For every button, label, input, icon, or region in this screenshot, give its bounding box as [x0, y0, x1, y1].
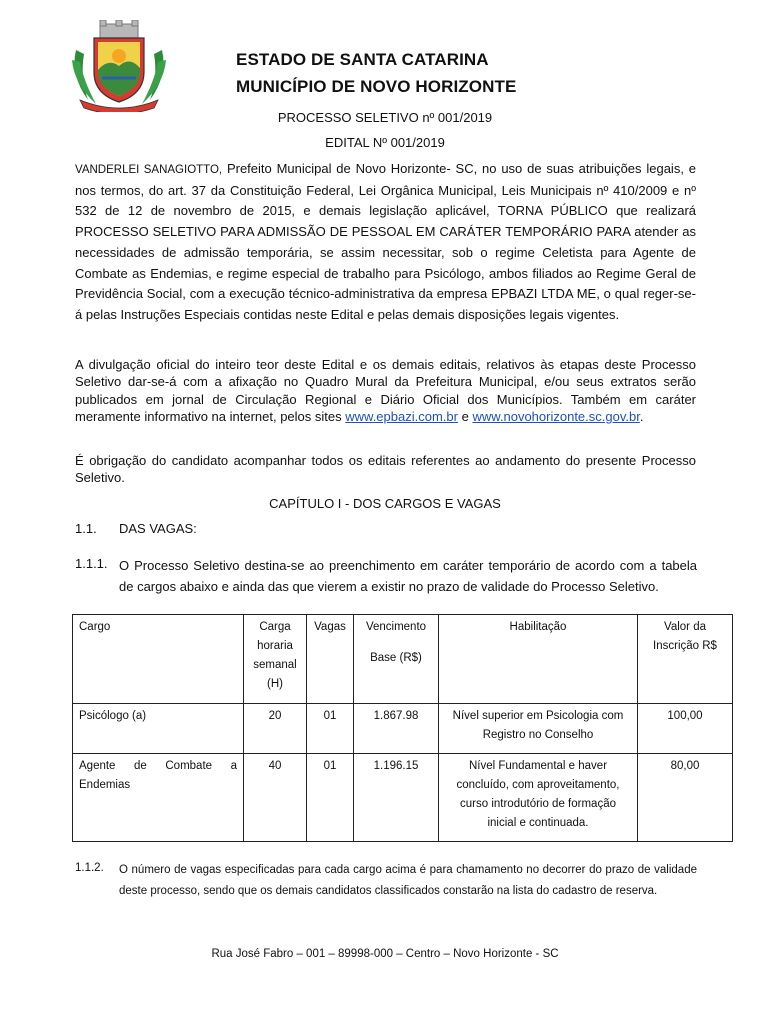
- municipal-coat-of-arms-icon: [66, 20, 172, 112]
- cell-valor: 100,00: [638, 704, 733, 754]
- divulgacao-text: A divulgação oficial do inteiro teor deste Edital e os demais editais, relativos às etapas deste Processo Seletivo dar-se-á com a afixação no Quadro Mural da Prefeitura Municipal, e/ou seus extratos serão publicados em jornal de Circulação Regional e Diário Oficial dos Municípios. Também em caráter meramente informativo na internet, pelos sites: [75, 357, 696, 424]
- subsection-number: 1.1.1.: [75, 556, 108, 571]
- intro-paragraph: [75, 159, 696, 326]
- cell-valor: 80,00: [638, 754, 733, 842]
- cell-vencimento: 1.867.98: [354, 704, 439, 754]
- header-vencimento: [354, 615, 439, 704]
- subsection-text-2: O número de vagas especificadas para cada cargo acima é para chamamento no decorrer do prazo de validade deste processo, sendo que os demais candidatos classificados constarão na lista do cadastro de reserva.: [119, 864, 697, 897]
- subsection-text: O Processo Seletivo destina-se ao preenchimento em caráter temporário de acordo com a tabela de cargos abaixo e ainda das que vierem a existir no prazo de validade do Processo Seletivo.: [119, 558, 697, 594]
- header-valor: Valor da Inscrição R$: [638, 615, 733, 704]
- header-carga: Carga horaria semanal (H): [244, 615, 307, 704]
- header-cargo: Cargo: [73, 615, 244, 704]
- chapter-heading: CAPÍTULO I - DOS CARGOS E VAGAS: [269, 496, 501, 511]
- table-row: [73, 704, 733, 754]
- intro-text: Prefeito Municipal de Novo Horizonte- SC, no uso de suas atribuições legais, e nos termos, do art. 37 da Constituição Federal, Lei Orgânica Municipal, Leis Municipais nº 410/2009 e nº 532 de 12 de novembro de 2015, e demais legislação aplicável, TORNA PÚBLICO que realizará PROCESSO SELETIVO PARA ADMISSÃO DE PESSOAL EM CARÁTER TEMPORÁRIO PARA atender as necessidades de admissão temporária, se assim necessitar, sob o regime Celetista para Agente de Combate as Endemias, e regime especial de trabalho para Psicólogo, ambos filiados ao Regime Geral de Previdência Social, com a execução técnico-administrativa da empresa EPBAZI LTDA ME, o qual reger-se-á pelas Instruções Especiais contidas neste Edital e pelas demais disposições legais vigentes.: [75, 161, 696, 322]
- state-title: ESTADO DE SANTA CATARINA: [236, 50, 489, 69]
- cell-carga: 40: [244, 754, 307, 842]
- obrigacao-paragraph: É obrigação do candidato acompanhar todos os editais referentes ao andamento do presente Processo Seletivo.: [75, 453, 696, 486]
- cell-vagas: 01: [307, 754, 354, 842]
- divulgacao-connector: e: [457, 408, 473, 424]
- divulgacao-end: .: [639, 408, 644, 424]
- section-number: 1.1.: [75, 521, 97, 536]
- cell-habilitacao: Nível superior em Psicologia com Registro no Conselho: [439, 704, 638, 754]
- cell-vencimento: 1.196.15: [354, 754, 439, 842]
- epbazi-link[interactable]: www.epbazi.com.br: [345, 408, 458, 424]
- table-header-row: [73, 615, 733, 704]
- municipality-title: MUNICÍPIO DE NOVO HORIZONTE: [236, 77, 517, 96]
- table-row: [73, 754, 733, 842]
- cell-carga: 20: [244, 704, 307, 754]
- page-footer: Rua José Fabro – 001 – 89998-000 – Centro – Novo Horizonte - SC: [211, 948, 559, 960]
- edital-number: EDITAL Nº 001/2019: [325, 135, 445, 150]
- cell-cargo: Agente de Combate a Endemias: [73, 754, 244, 842]
- header-vencimento-line2: Base (R$): [370, 652, 422, 664]
- header-vagas: Vagas: [307, 615, 354, 704]
- novohorizonte-link[interactable]: www.novohorizonte.sc.gov.br: [472, 408, 640, 424]
- header-habilitacao: Habilitação: [439, 615, 638, 704]
- divulgacao-paragraph: [75, 356, 696, 425]
- mayor-name: VANDERLEI SANAGIOTTO,: [75, 164, 223, 176]
- cell-cargo: Psicólogo (a): [73, 704, 244, 754]
- subsection-number-2: 1.1.2.: [75, 862, 104, 874]
- cell-vagas: 01: [307, 704, 354, 754]
- header-vencimento-line1: Vencimento: [365, 621, 427, 633]
- section-title: DAS VAGAS:: [119, 521, 197, 536]
- vacancies-table: [72, 614, 733, 842]
- process-number: PROCESSO SELETIVO nº 001/2019: [277, 110, 493, 125]
- cell-habilitacao: Nível Fundamental e haver concluído, com aproveitamento, curso introdutório de formação inicial e continuada.: [439, 754, 638, 842]
